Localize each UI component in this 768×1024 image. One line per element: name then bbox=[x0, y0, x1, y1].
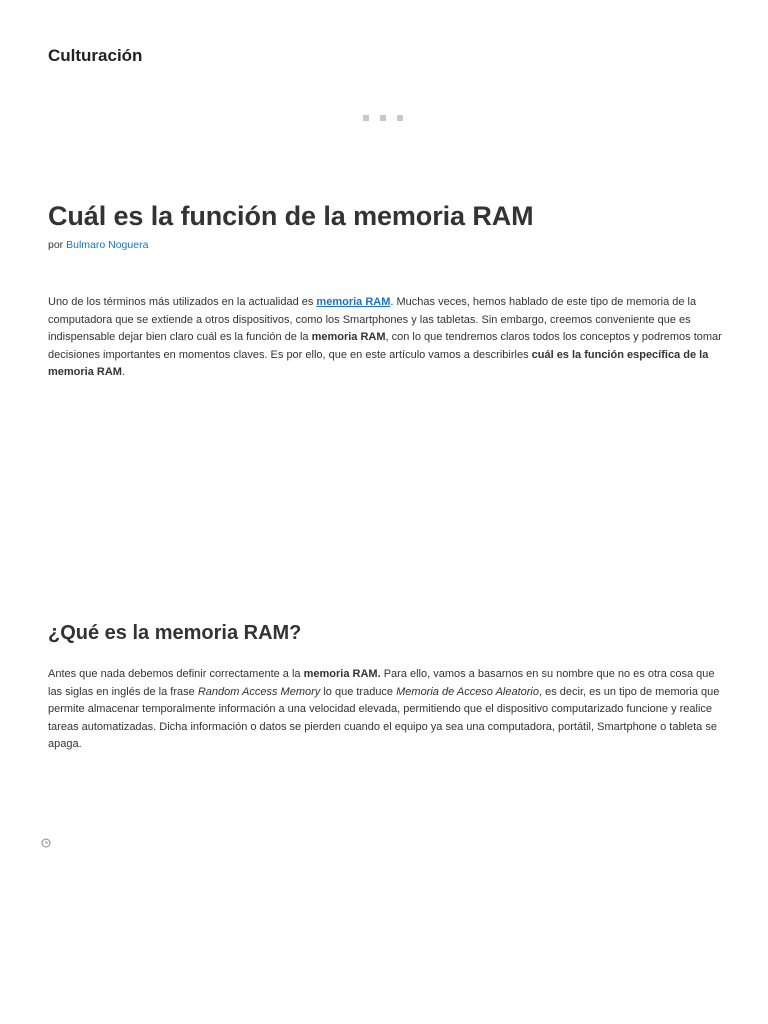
site-header bbox=[48, 46, 142, 66]
intro-text: . bbox=[121, 366, 126, 378]
intro-paragraph bbox=[48, 294, 722, 382]
section-text: Antes que nada debemos definir correctamente a la bbox=[48, 668, 304, 680]
section-bold: memoria RAM. bbox=[303, 668, 381, 680]
memoria-ram-link[interactable]: memoria RAM bbox=[316, 296, 391, 308]
loader-dot bbox=[380, 115, 386, 121]
author-link[interactable]: Bulmaro Noguera bbox=[66, 239, 149, 251]
section-text: Para ello, vamos a basarnos en su nombre que no es otra cosa que las siglas en inglés de la frase bbox=[48, 668, 715, 698]
section-heading: ¿Qué es la memoria RAM? bbox=[48, 622, 302, 644]
byline-prefix: por bbox=[48, 239, 64, 251]
section-text: lo que traduce bbox=[320, 685, 397, 698]
loader-dot bbox=[397, 115, 403, 121]
byline bbox=[48, 239, 722, 251]
intro-bold: memoria RAM bbox=[311, 331, 386, 343]
section-text: , es decir, es un tipo de memoria que permite almacenar temporalmente información a una velocidad elevada, permitiendo que el dispositivo computarizado funcione y realice tareas automatizadas. Dicha información o datos se pierden cuando el equipo ya sea una computadora, portátil, Smartphone o tableta se apaga. bbox=[48, 685, 720, 750]
intro-text: Uno de los términos más utilizados en la actualidad es bbox=[48, 296, 317, 308]
loading-dots-icon bbox=[363, 115, 403, 121]
loader-dot bbox=[363, 115, 369, 121]
intro-text: . Muchas veces, hemos hablado de este tipo de memoria de la computadora que se extiende a otros dispositivos, como los Smartphones y las tabletas. Sin embargo, creemos conveniente que es indispensable dejar bien claro cuál es la función de la bbox=[48, 296, 697, 343]
intro-bold: cuál es la función específica de la memoria RAM bbox=[48, 348, 709, 378]
section-italic: Random Access Memory bbox=[197, 685, 321, 698]
site-title-link[interactable]: Culturación bbox=[48, 46, 143, 65]
article bbox=[48, 196, 722, 750]
clock-icon bbox=[41, 838, 51, 848]
article-title: Cuál es la función de la memoria RAM bbox=[48, 201, 534, 231]
section-italic: Memoria de Acceso Aleatorio bbox=[396, 685, 539, 698]
section-paragraph bbox=[48, 666, 722, 754]
intro-text: , con lo que tendremos claros todos los conceptos y podremos tomar decisiones importantes en momentos claves. Es por ello, que en este artículo vamos a describirles bbox=[48, 331, 722, 361]
